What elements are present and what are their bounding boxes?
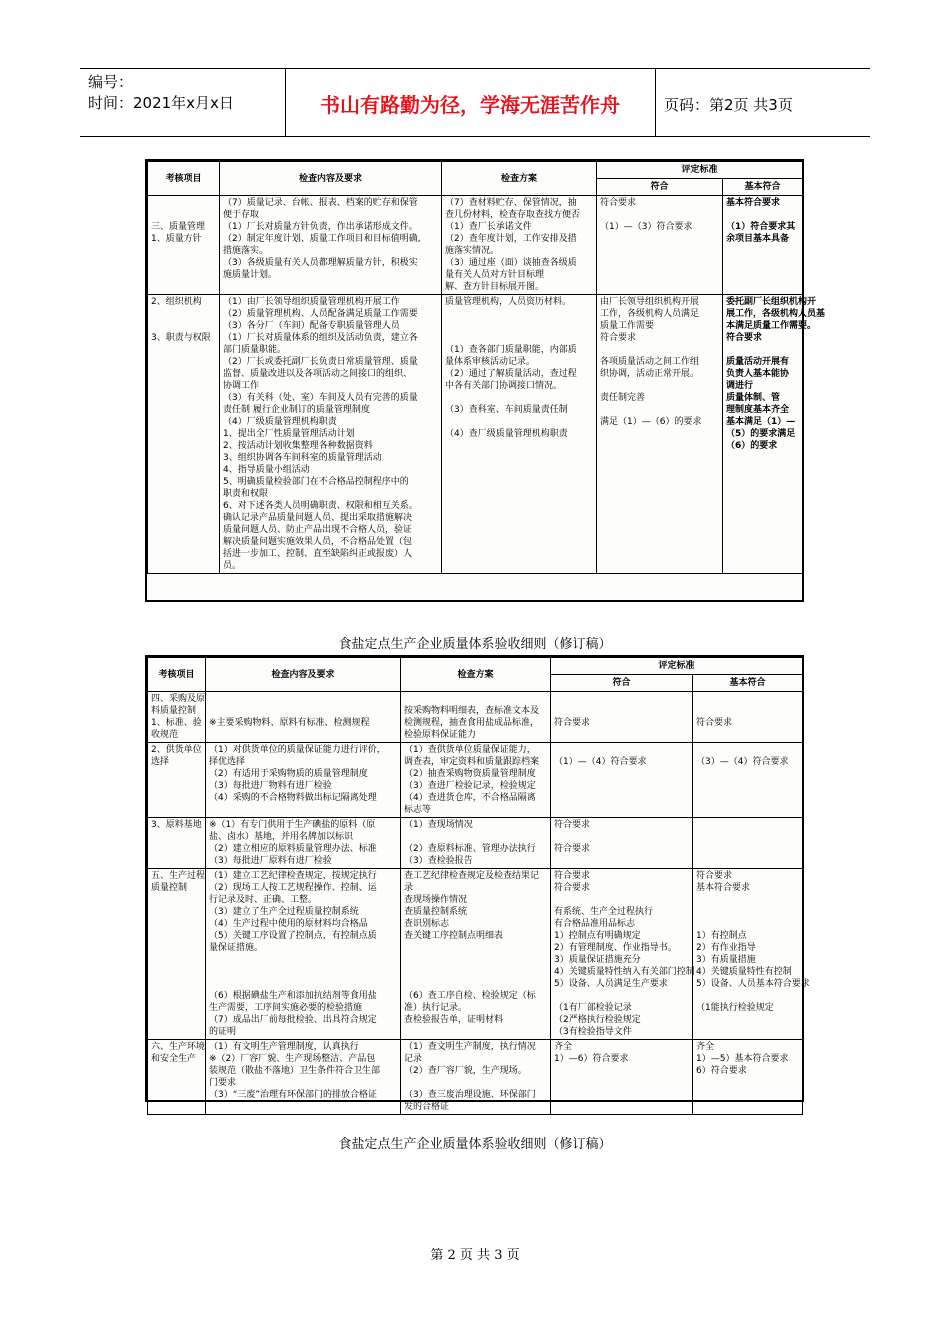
th-criteria: 评定标准 — [597, 162, 803, 179]
header-motto: 书山有路勤为径，学海无涯苦作舟 — [320, 93, 620, 117]
cell-line: 委托副厂长组织机构开 — [726, 297, 817, 307]
cell-line: 标志等 — [404, 805, 432, 815]
cell-line: （1）查文明生产制度，执行情况 — [404, 1042, 536, 1052]
cell-line: 料质量控制 — [151, 706, 197, 716]
table-row — [148, 692, 803, 743]
cell-line — [554, 693, 689, 705]
cell-line: 盐、卤水）基地，并用名牌加以标识 — [209, 832, 354, 842]
cell-line: 质量管理机构，人员资历材料。 — [445, 297, 572, 307]
cell-line: （5）关键工序设置了控制点，有控制点质 — [209, 931, 377, 941]
cell-line: 查几份材料，检查存取查找方便否 — [445, 210, 581, 220]
cell-line: 量有关人员对方针目标理 — [445, 270, 545, 280]
cell-line: （1）查各部门质量职能，内部质 — [445, 345, 577, 355]
cell-line: 符合要求 — [600, 333, 637, 343]
cell-line: 齐全 — [554, 1042, 573, 1052]
cell-line: （1）对供货单位的质量保证能力进行评价， — [209, 745, 386, 755]
cell-line: （3）各分厂（车间）配备专职质量管理人员 — [223, 321, 400, 331]
th-item: 考核项目 — [148, 658, 206, 692]
cell-line: 生产需要，工序间实施必要的检验措施 — [209, 1003, 363, 1013]
cell-line: （2）厂长或委托副厂长负责日常质量管理、质量 — [223, 357, 418, 367]
cell-line — [404, 978, 547, 990]
cell-line: 查关键工序控制点明细表 — [404, 931, 504, 941]
cell-content — [206, 692, 401, 743]
cell-line: （3）通过座（面）谈抽查各级质 — [445, 258, 577, 268]
page-footer: 第 2 页 共 3 页 — [430, 1248, 520, 1263]
cell-line — [445, 392, 593, 404]
cell-basic — [693, 818, 803, 869]
cell-line: （1）符合要求其 — [726, 222, 796, 232]
cell-line: （2）查原料标准、管理办法执行 — [404, 844, 536, 854]
cell-line: 质量控制 — [151, 883, 188, 893]
cell-line: （6）查工序自检、检验规定（标 — [404, 991, 536, 1001]
cell-conform — [597, 295, 723, 574]
cell-line: 质量活动开展有 — [726, 357, 790, 367]
cell-line: （3）“三废”治理有环保部门的排放合格证 — [209, 1090, 378, 1100]
cell-line: 符合要求 — [554, 844, 591, 854]
cell-line: （3）查三废治理设施、环保部门 — [404, 1090, 536, 1100]
cell-line: 5）设备、人员满足生产要求 — [554, 979, 668, 989]
cell-line: ※（2）厂容厂貌、生产现场整洁、产品包 — [209, 1054, 376, 1064]
cell-line: 齐全 — [696, 1042, 715, 1052]
cell-line: （4）采购的不合格物料做出标记隔离处理 — [209, 793, 377, 803]
cell-line: 6、对下述各类人员明确职责、权限和相互关系。 — [223, 501, 418, 511]
cell-item — [148, 295, 220, 574]
cell-line: 检验原料保证能力 — [404, 730, 477, 740]
th-content: 检查内容及要求 — [220, 162, 442, 196]
cell-line: 解、查方针目标展开图。 — [445, 282, 545, 292]
cell-plan — [401, 869, 551, 1040]
cell-line: （6）的要求 — [726, 441, 778, 451]
cell-line: （1）—（4）符合要求 — [554, 757, 647, 767]
cell-line: 措施落实。 — [223, 246, 269, 256]
cell-line: 便于存取 — [223, 210, 260, 220]
cell-line: 三、质量管理 — [151, 222, 206, 232]
cell-line: 质量体制、管 — [726, 393, 781, 403]
cell-line: 施质量计划。 — [223, 270, 278, 280]
cell-line: 2、供货单位 — [151, 745, 202, 755]
cell-line: （2）通过了解质量活动，查过程 — [445, 369, 577, 379]
header-bottom-rule — [80, 136, 870, 137]
cell-line — [554, 831, 689, 843]
cell-line: 和安全生产 — [151, 1054, 197, 1064]
cell-line: 3、职责与权限 — [151, 333, 211, 343]
cell-line: （1）建立工艺纪律检查规定，按规定执行 — [209, 871, 377, 881]
cell-line: 满足（1）—（6）的要求 — [600, 417, 702, 427]
cell-line: 施落实情况。 — [445, 246, 500, 256]
cell-line — [554, 990, 689, 1002]
cell-line: ※主要采购物料、原料有标准、检测规程 — [209, 718, 370, 728]
cell-line: 符合要求 — [554, 820, 591, 830]
cell-line — [404, 942, 547, 954]
cell-line: （7）质量记录、台帐、报表、档案的贮存和保管 — [223, 198, 418, 208]
cell-line: （7）查材料贮存、保管情况，抽 — [445, 198, 577, 208]
cell-line: 4）关键质量特性纳入有关部门控制 — [554, 967, 695, 977]
cell-line: 1）控制点有明确规定 — [554, 931, 641, 941]
cell-line — [209, 705, 397, 717]
cell-line: 准）执行记录。 — [404, 1003, 468, 1013]
cell-line: （3）查检验报告 — [404, 856, 473, 866]
cell-line: 基本符合要求 — [696, 883, 751, 893]
cell-line: 中各有关部门协调接口情况。 — [445, 381, 563, 391]
cell-line: 收规范 — [151, 730, 179, 740]
cell-basic — [693, 692, 803, 743]
cell-line — [600, 209, 719, 221]
cell-line: （3有检验指导文件 — [554, 1027, 632, 1037]
cell-line — [726, 344, 799, 356]
cell-conform — [551, 869, 693, 1040]
table-row — [148, 869, 803, 1040]
cell-line: （4）厂级质量管理机构职责 — [223, 417, 337, 427]
cell-line: 择优选择 — [209, 757, 246, 767]
table-row — [148, 818, 803, 869]
cell-line: 负责人基本能协 — [726, 369, 790, 379]
th-criteria: 评定标准 — [551, 658, 803, 675]
cell-line — [404, 1077, 547, 1089]
cell-line: 装规范（散盐不落地）卫生条件符合卫生部 — [209, 1066, 381, 1076]
cell-line — [726, 209, 799, 221]
cell-line — [151, 308, 216, 320]
cell-line: 录 — [404, 883, 414, 893]
cell-line: （2）查年度计划，工作安排及措 — [445, 234, 577, 244]
cell-line: 查识别标志 — [404, 919, 450, 929]
cell-plan — [442, 196, 597, 295]
cell-line: 门要求 — [209, 1078, 237, 1088]
cell-line: 质量问题人员、防止产品出现不合格人员，验证 — [223, 525, 413, 535]
cell-line — [696, 918, 799, 930]
cell-line: ※（1）有专门供用于生产碘盐的原料（原 — [209, 820, 376, 830]
cell-line — [696, 990, 799, 1002]
cell-line: 符合要求 — [696, 718, 733, 728]
table-caption-1: 食盐定点生产企业质量体系验收细则（修订稿） — [338, 637, 612, 652]
cell-line: 符合要求 — [726, 333, 763, 343]
cell-basic — [723, 295, 826, 574]
cell-line: （3）查进厂检验记录，检验规定 — [404, 781, 536, 791]
cell-line: 确认记录产品质量问题人员、提出采取措施解决 — [223, 513, 413, 523]
cell-line — [696, 693, 799, 705]
cell-plan — [401, 692, 551, 743]
cell-conform — [551, 818, 693, 869]
cell-line: 基本符合要求 — [726, 198, 781, 208]
cell-line — [554, 894, 689, 906]
cell-line: 按采购物料明细表，查标准文本及 — [404, 706, 540, 716]
cell-line: 括进一步加工、控制、直至缺陷纠正或报废）人 — [223, 549, 413, 559]
cell-line: 五、生产过程 — [151, 871, 206, 881]
cell-line: 有系统、生产全过程执行 — [554, 907, 654, 917]
cell-line: 1、质量方针 — [151, 234, 202, 244]
cell-line: 符合要求 — [696, 871, 733, 881]
cell-line: 6）符合要求 — [696, 1066, 747, 1076]
cell-line: 2）有管理制度、作业指导书。 — [554, 943, 677, 953]
table-row — [148, 1040, 803, 1115]
cell-line: （1）厂长对质量体系的组织及活动负责，建立各 — [223, 333, 418, 343]
cell-line: （3）查科室、车间质量责任制 — [445, 405, 568, 415]
cell-line: （2）有适用于采购物质的质量管理制度 — [209, 769, 368, 779]
cell-line: 2、组织机构 — [151, 297, 202, 307]
th-conform: 符合 — [551, 675, 693, 692]
cell-line: 4）关键质量特性有控制 — [696, 967, 792, 977]
cell-line: 查检验报告单，证明材料 — [404, 1015, 504, 1025]
cell-line — [209, 978, 397, 990]
scanned-table-1 — [145, 159, 826, 602]
cell-line: 1、标准、验 — [151, 718, 202, 728]
cell-line: 2）有作业指导 — [696, 943, 756, 953]
cell-line: 选择 — [151, 757, 170, 767]
cell-plan — [401, 743, 551, 818]
cell-line: 符合要求 — [554, 883, 591, 893]
cell-item — [148, 818, 206, 869]
th-content: 检查内容及要求 — [206, 658, 401, 692]
cell-line: （1）有文明生产管理制度，认真执行 — [209, 1042, 359, 1052]
cell-content — [220, 295, 442, 574]
cell-content — [206, 743, 401, 818]
cell-line: （3）有关科（处、室）车间及人员有完善的质量 — [223, 393, 418, 403]
cell-line — [151, 320, 216, 332]
cell-line: 的证明 — [209, 1027, 237, 1037]
cell-line: 5）设备、人员基本符合要求 — [696, 979, 810, 989]
cell-line: （7）成品出厂前每批检验、出具符合规定 — [209, 1015, 377, 1025]
cell-item — [148, 692, 206, 743]
table2-body — [148, 692, 810, 1115]
cell-line — [445, 416, 593, 428]
cell-line: （1）由厂长领导组织质量管理机构开展工作 — [223, 297, 400, 307]
cell-basic — [693, 743, 803, 818]
cell-line — [600, 404, 719, 416]
cell-line: 4、指导质量小组活动 — [223, 465, 310, 475]
cell-line: 理制度基本齐全 — [726, 405, 790, 415]
cell-line: （1）查现场情况 — [404, 820, 473, 830]
cell-content — [206, 818, 401, 869]
cell-line — [696, 894, 799, 906]
header-divider — [655, 68, 656, 136]
cell-line: 协调工作 — [223, 381, 260, 391]
cell-line: 2、按活动计划收集整理各种数据资料 — [223, 441, 373, 451]
cell-line — [554, 744, 689, 756]
cell-line: （3）每批进厂物料有进厂检验 — [209, 781, 332, 791]
cell-line: 余项目基本具备 — [726, 234, 790, 244]
cell-line: （3）每批进厂原料有进厂检验 — [209, 856, 332, 866]
th-basic: 基本符合 — [723, 179, 803, 196]
cell-line — [445, 308, 593, 320]
th-conform: 符合 — [597, 179, 723, 196]
cell-conform — [551, 692, 693, 743]
cell-plan — [401, 818, 551, 869]
cell-line: 各项质量活动之间工作组 — [600, 357, 700, 367]
cell-line: 量保证措施。 — [209, 943, 264, 953]
cell-item — [148, 196, 220, 295]
cell-line: （1）查供货单位质量保证能力， — [404, 745, 536, 755]
cell-item — [148, 743, 206, 818]
cell-basic — [693, 1040, 803, 1115]
cell-line: 发的合格证 — [404, 1102, 450, 1112]
cell-line — [209, 966, 397, 978]
cell-line: 查工艺纪律检查规定及检查结果记 — [404, 871, 540, 881]
cell-line: 有合格品准用品标志 — [554, 919, 636, 929]
cell-line — [696, 906, 799, 918]
cell-line: 部门质量职能。 — [223, 345, 287, 355]
cell-line — [404, 831, 547, 843]
cell-line: 职责和权限 — [223, 489, 269, 499]
cell-line: 展工作，各级机构人员基 — [726, 309, 826, 319]
cell-line: 3、原料基地 — [151, 820, 202, 830]
code-label: 编号： — [88, 73, 134, 91]
cell-basic — [723, 196, 803, 295]
cell-line: 调查表，审定资料和质量跟踪档案 — [404, 757, 540, 767]
th-item: 考核项目 — [148, 162, 220, 196]
cell-line: 工作，各级机构人员满足 — [600, 309, 700, 319]
cell-line: 符合要求 — [554, 718, 591, 728]
cell-line: 1）—6）符合要求 — [554, 1054, 629, 1064]
cell-line — [151, 197, 216, 209]
cell-line: 监督、质量改进以及各项活动之间接口的组织、 — [223, 369, 413, 379]
th-basic: 基本符合 — [693, 675, 803, 692]
cell-line: 5、明确质量检验部门在不合格品控制程序中的 — [223, 477, 409, 487]
cell-line: 质量工作需要 — [600, 321, 655, 331]
table-row — [148, 196, 803, 295]
cell-line: 织协调，活动正常开展。 — [600, 369, 700, 379]
th-plan: 检查方案 — [401, 658, 551, 692]
cell-line: （5）的要求满足 — [726, 429, 796, 439]
cell-content — [206, 869, 401, 1040]
cell-line: 六、生产环境 — [151, 1042, 206, 1052]
cell-line: 调进行 — [726, 381, 754, 391]
table-row — [148, 743, 803, 818]
cell-line: 四、采购及原 — [151, 694, 206, 704]
cell-line: 检测规程，抽查食用盐成品标准， — [404, 718, 540, 728]
cell-line — [151, 209, 216, 221]
cell-line: （2严格执行检验规定 — [554, 1015, 641, 1025]
cell-line: 3）有质量措施 — [696, 955, 756, 965]
cell-line — [445, 332, 593, 344]
cell-conform — [551, 1040, 693, 1115]
cell-line: 1）—5）基本符合要求 — [696, 1054, 789, 1064]
cell-line — [209, 693, 397, 705]
cell-item — [148, 869, 206, 1040]
cell-line — [600, 380, 719, 392]
cell-line: 记录 — [404, 1054, 423, 1064]
cell-line: （2）质量管理机构、人员配备满足质量工作需要 — [223, 309, 418, 319]
cell-line: 1）有控制点 — [696, 931, 747, 941]
cell-line: 量体系审核活动记录。 — [445, 357, 536, 367]
cell-line: 员。 — [223, 561, 242, 571]
cell-line: 本满足质量工作需要。 — [726, 321, 817, 331]
cell-line: 符合要求 — [554, 871, 591, 881]
table-caption-2: 食盐定点生产企业质量体系验收细则（修订稿） — [338, 1137, 612, 1152]
cell-line — [209, 954, 397, 966]
cell-line: （1有厂部检验记录 — [554, 1003, 632, 1013]
cell-line: 查现场操作情况 — [404, 895, 468, 905]
cell-line: 行记录及时、正确、工整。 — [209, 895, 318, 905]
cell-line: （3）各级质量有关人员都理解质量方针，积极实 — [223, 258, 418, 268]
cell-line — [445, 320, 593, 332]
table1-body — [148, 196, 826, 574]
cell-item — [148, 1040, 206, 1115]
cell-line: 责任制 履行企业制订的质量管理制度 — [223, 405, 370, 415]
cell-line: （2）现场工人按工艺规程操作、控制、运 — [209, 883, 377, 893]
cell-line: （1）查厂长承诺文件 — [445, 222, 532, 232]
cell-line: 基本满足（1）— — [726, 417, 796, 427]
cell-line: （2）建立相应的原料质量管理办法、标准 — [209, 844, 377, 854]
cell-line: （4）查进货仓库，不合格品隔离 — [404, 793, 536, 803]
cell-line: （1）厂长对质量方针负责，作出承诺形成文件。 — [223, 222, 418, 232]
cell-line: （2）查厂容厂貌，生产现场。 — [404, 1066, 527, 1076]
scanned-table-2 — [145, 655, 810, 1112]
table-row — [148, 295, 803, 574]
cell-line — [554, 705, 689, 717]
cell-line — [404, 693, 547, 705]
cell-content — [220, 196, 442, 295]
cell-line: 责任制完善 — [600, 393, 646, 403]
cell-line — [696, 705, 799, 717]
cell-line: （2）制定年度计划、质量工作项目和目标值明确, — [223, 234, 421, 244]
cell-line: （4）生产过程中使用的原材料均合格品 — [209, 919, 368, 929]
cell-conform — [597, 196, 723, 295]
cell-basic — [693, 869, 810, 1040]
cell-line: （4）查厂级质量管理机构职责 — [445, 429, 568, 439]
cell-line — [404, 966, 547, 978]
cell-content — [206, 1040, 401, 1115]
time-label: 时间：2021年x月x日 — [88, 94, 234, 112]
cell-line: （2）抽查采购物资质量管理制度 — [404, 769, 536, 779]
header-meta — [88, 72, 234, 114]
cell-line: 3、组织协调各车间科室的质量管理活动 — [223, 453, 382, 463]
cell-plan — [442, 295, 597, 574]
cell-line: （6）根据碘盐生产和添加抗结剂等食用盐 — [209, 991, 377, 1001]
cell-line: （1）—（3）符合要求 — [600, 222, 693, 232]
cell-line — [404, 954, 547, 966]
cell-line: 3）质量保证措施充分 — [554, 955, 641, 965]
cell-line: 符合要求 — [600, 198, 637, 208]
cell-line: 查质量控制系统 — [404, 907, 468, 917]
cell-conform — [551, 743, 693, 818]
th-plan: 检查方案 — [442, 162, 597, 196]
header-top-rule — [80, 68, 870, 69]
cell-line: （1能执行检验规定 — [696, 1003, 774, 1013]
cell-line: 1、提出全厂性质量管理活动计划 — [223, 429, 355, 439]
cell-line: （3）—（4）符合要求 — [696, 757, 789, 767]
header-page-label: 页码：第2页 共3页 — [664, 96, 793, 114]
cell-plan — [401, 1040, 551, 1115]
cell-line — [600, 344, 719, 356]
cell-line: （3）建立了生产全过程质量控制系统 — [209, 907, 359, 917]
cell-line — [696, 744, 799, 756]
cell-line: 由厂长领导组织机构开展 — [600, 297, 700, 307]
cell-line: 解决质量问题实施效果人员，不合格品处置（包 — [223, 537, 413, 547]
